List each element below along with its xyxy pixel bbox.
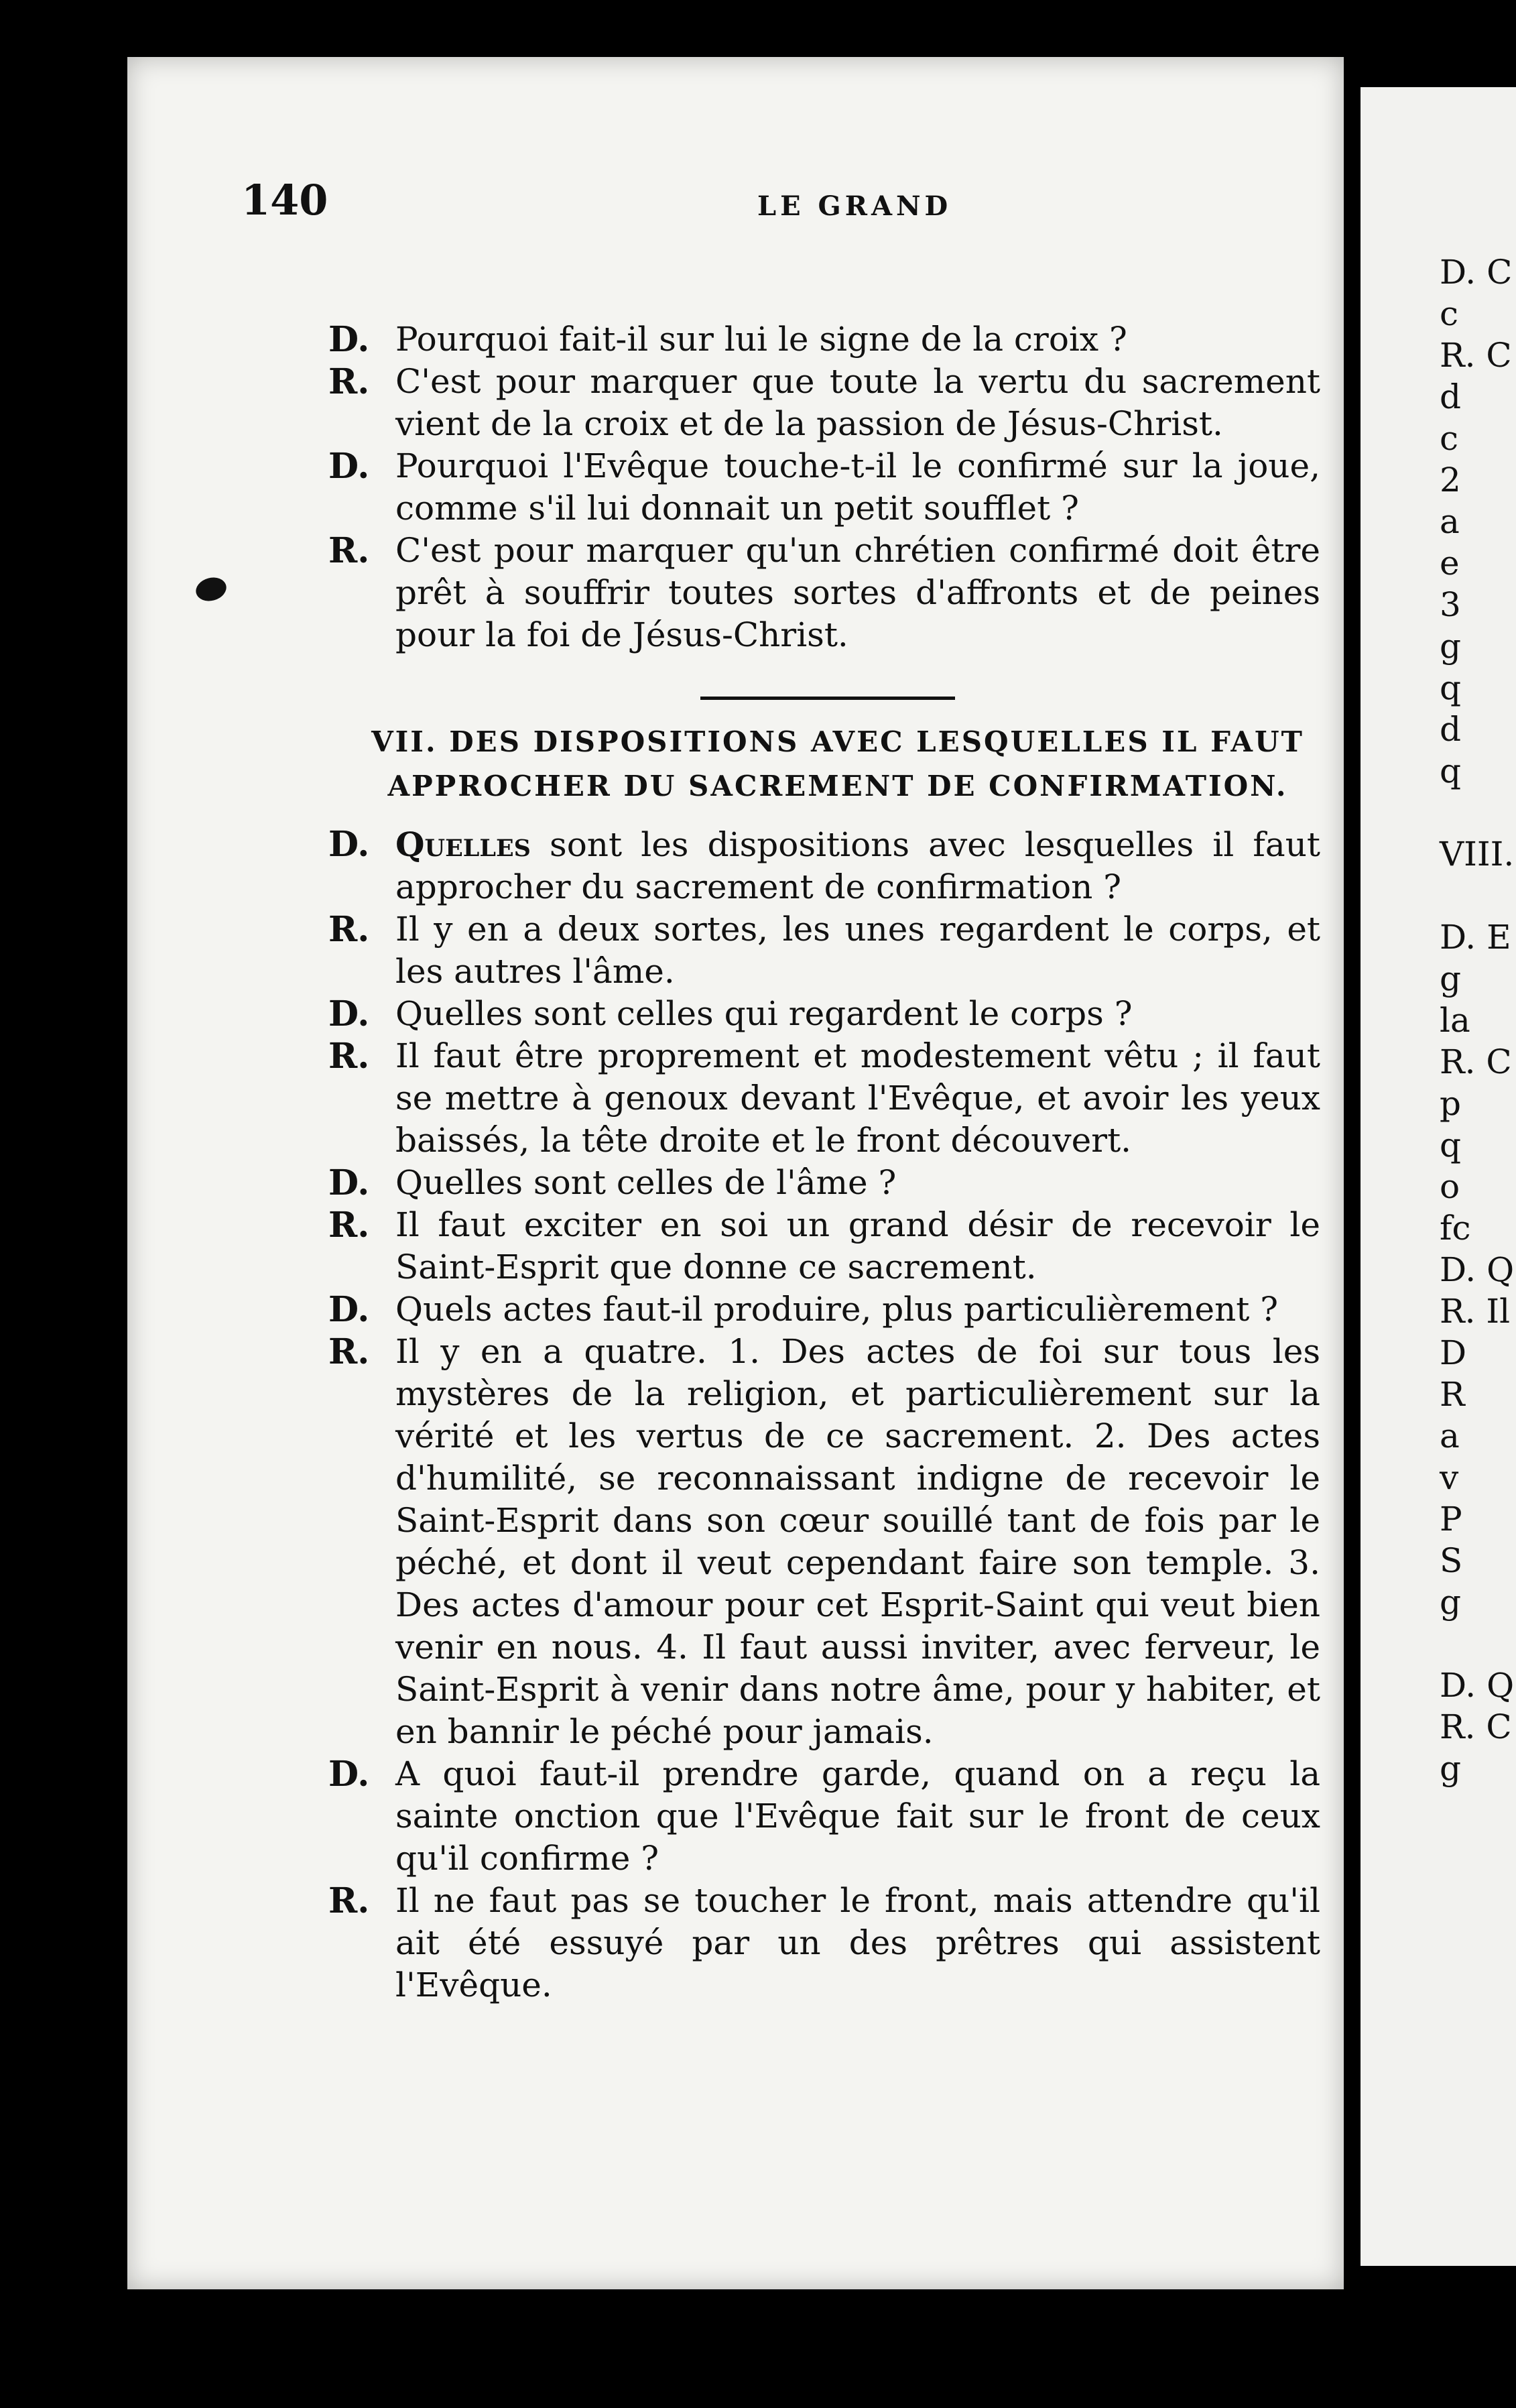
answer-entry bbox=[328, 530, 1320, 656]
catechism-entries-after bbox=[328, 908, 1320, 2006]
facing-line-fragment: g bbox=[1440, 627, 1462, 666]
question-entry bbox=[328, 1288, 1320, 1331]
entry-text: Il ne faut pas se toucher le front, mais attendre qu'il ait été essuyé par un des prêtres qui assistent l'Evêque. bbox=[395, 1881, 1320, 2004]
entry-label: D. bbox=[328, 1162, 370, 1203]
page-number: 140 bbox=[241, 176, 328, 225]
page-body bbox=[328, 318, 1320, 2006]
facing-line-fragment: q bbox=[1440, 1126, 1462, 1164]
answer-entry bbox=[328, 1035, 1320, 1162]
facing-line-fragment: q bbox=[1440, 751, 1462, 790]
facing-line-fragment: S bbox=[1440, 1541, 1463, 1580]
running-title: LE GRAND bbox=[757, 190, 952, 222]
facing-line-fragment: P bbox=[1440, 1500, 1462, 1539]
answer-entry bbox=[328, 1331, 1320, 1753]
facing-line-fragment: g bbox=[1440, 1583, 1462, 1622]
facing-line-fragment: c bbox=[1440, 294, 1459, 333]
facing-line-fragment: q bbox=[1440, 668, 1462, 707]
entry-label: R. bbox=[328, 1331, 370, 1372]
entry-label: R. bbox=[328, 1205, 370, 1246]
entry-label: D. bbox=[328, 446, 370, 487]
facing-line-fragment: la bbox=[1440, 1001, 1470, 1040]
question-entry bbox=[328, 1162, 1320, 1204]
entry-text: Il y en a deux sortes, les unes regardent le corps, et les autres l'âme. bbox=[395, 910, 1320, 991]
entry-text: Pourquoi l'Evêque touche-t-il le confirmé sur la joue, comme s'il lui donnait un petit soufflet ? bbox=[395, 446, 1320, 528]
entry-text: Pourquoi fait-il sur lui le signe de la croix ? bbox=[395, 320, 1127, 359]
answer-entry bbox=[328, 361, 1320, 445]
entry-label: D. bbox=[328, 994, 370, 1034]
facing-line-fragment: a bbox=[1440, 502, 1460, 541]
facing-line-fragment: o bbox=[1440, 1167, 1460, 1206]
facing-line-fragment: 3 bbox=[1440, 585, 1461, 624]
entry-label: D. bbox=[328, 824, 370, 865]
facing-line-fragment: fc bbox=[1440, 1209, 1471, 1248]
entry-text: Quels actes faut-il produire, plus particulièrement ? bbox=[395, 1290, 1279, 1329]
facing-line-fragment: a bbox=[1440, 1417, 1460, 1455]
facing-line-fragment: D. E bbox=[1440, 918, 1511, 957]
entry-text: C'est pour marquer que toute la vertu du sacrement vient de la croix et de la passion de Jésus-Christ. bbox=[395, 362, 1320, 443]
facing-line-fragment: D. C bbox=[1440, 253, 1513, 292]
question-entry bbox=[328, 823, 1320, 908]
facing-line-fragment: p bbox=[1440, 1084, 1462, 1123]
entry-text: Il y en a quatre. 1. Des actes de foi sur tous les mystères de la religion, et particulièrement sur la vérité et les vertus de ce sacrement. 2. Des actes d'humilité, se reconnaissant indigne de recevoir le Saint-Esprit dans son cœur souillé tant de fois par le péché, et dont il veut cependant faire son temple. 3. Des actes d'amour pour cet Esprit-Saint qui veut bien venir en nous. 4. Il faut aussi inviter, avec ferveur, le Saint-Esprit à venir dans notre âme, pour y habiter, et en bannir le péché pour jamais. bbox=[395, 1332, 1320, 1751]
facing-line-fragment: g bbox=[1440, 959, 1462, 998]
question-entry bbox=[328, 318, 1320, 361]
answer-entry bbox=[328, 908, 1320, 993]
facing-line-fragment: R. Il bbox=[1440, 1292, 1511, 1331]
answer-entry bbox=[328, 1880, 1320, 2006]
facing-line-fragment: D. Q bbox=[1440, 1250, 1515, 1289]
entry-text: Il faut exciter en soi un grand désir de recevoir le Saint-Esprit que donne ce sacrement. bbox=[395, 1205, 1320, 1286]
entry-label: D. bbox=[328, 1754, 370, 1795]
entry-text: Il faut être proprement et modestement vêtu ; il faut se mettre à genoux devant l'Evêque, et avoir les yeux baissés, la tête droite et le front découvert. bbox=[395, 1036, 1320, 1160]
question-entry bbox=[328, 993, 1320, 1035]
facing-line-fragment: d bbox=[1440, 710, 1462, 749]
entry-lead-word: Quelles bbox=[395, 825, 531, 864]
entry-label: D. bbox=[328, 1289, 370, 1330]
facing-line-fragment: e bbox=[1440, 544, 1460, 583]
facing-line-fragment: v bbox=[1440, 1458, 1459, 1497]
answer-entry bbox=[328, 1204, 1320, 1288]
facing-line-fragment: VIII. bbox=[1440, 835, 1515, 874]
facing-line-fragment: R. C bbox=[1440, 1042, 1512, 1081]
facing-line-fragment: R. C bbox=[1440, 1707, 1512, 1746]
facing-line-fragment: d bbox=[1440, 377, 1462, 416]
facing-line-fragment: R. C bbox=[1440, 336, 1512, 375]
facing-line-fragment: R bbox=[1440, 1375, 1465, 1414]
question-entry bbox=[328, 1753, 1320, 1880]
question-entry bbox=[328, 445, 1320, 530]
facing-page-fragment bbox=[1361, 87, 1516, 2266]
page-header bbox=[241, 176, 1340, 243]
entry-text: Quelles sont celles de l'âme ? bbox=[395, 1163, 897, 1202]
facing-line-fragment: g bbox=[1440, 1749, 1462, 1788]
facing-line-fragment: D bbox=[1440, 1333, 1467, 1372]
entry-label: R. bbox=[328, 1036, 370, 1077]
catechism-entries-before bbox=[328, 318, 1320, 656]
entry-label: R. bbox=[328, 909, 370, 950]
section-heading-line-2: APPROCHER DU SACREMENT DE CONFIRMATION. bbox=[387, 770, 1288, 802]
entry-text: Quelles sont celles qui regardent le corps ? bbox=[395, 994, 1133, 1033]
entry-text-rest: sont les dispositions avec lesquelles il faut approcher du sacrement de confirmation ? bbox=[395, 825, 1320, 906]
section-heading-line-1: VII. DES DISPOSITIONS AVEC LESQUELLES IL FAUT bbox=[371, 725, 1304, 758]
entry-text: C'est pour marquer qu'un chrétien confirmé doit être prêt à souffrir toutes sortes d'affronts et de peines pour la foi de Jésus-Christ. bbox=[395, 531, 1320, 654]
section-heading bbox=[335, 720, 1320, 808]
entry-label: R. bbox=[328, 361, 370, 402]
entry-label: R. bbox=[328, 530, 370, 571]
entry-text bbox=[395, 823, 1320, 908]
section-divider bbox=[700, 697, 955, 700]
facing-line-fragment: 2 bbox=[1440, 461, 1461, 499]
entry-label: D. bbox=[328, 319, 370, 360]
entry-text: A quoi faut-il prendre garde, quand on a reçu la sainte onction que l'Evêque fait sur le front de ceux qu'il confirme ? bbox=[395, 1754, 1320, 1878]
facing-line-fragment: D. Q bbox=[1440, 1666, 1515, 1705]
facing-line-fragment: c bbox=[1440, 419, 1459, 458]
entry-label: R. bbox=[328, 1880, 370, 1921]
